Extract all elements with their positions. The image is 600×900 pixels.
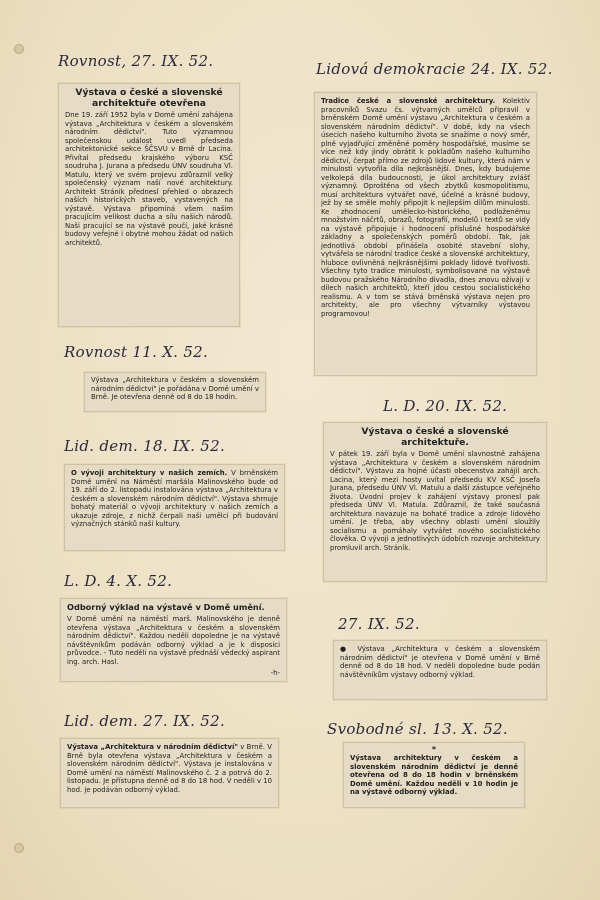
clipping-body: v Brně. V Brně byla otevřena výstava „Architektura v českém a slovenském národním dědictví". Výstava je instalována v Domě umění na náměstí Malinovského č. 2 a potrvá do 2. listopadu. Je přístupna denně od 8 do 18 hod. V neděli v 10 hod. je podáván odborný výklad.: [67, 743, 272, 794]
clipping-text: Výstava architektury v českém a slovenském národním dědictví je denně otevřena od 8 do 18 hodin v brněnském Domě umění. Každou neděli v 10 hodin je na výstavě odborný výklad.: [350, 754, 518, 796]
clipping-text: Výstava „Architektura v českém a slovenském národním dědictví" je pořádána v Domě umění v Brně. Je otevřena denně od 8 do 18 hodin.: [91, 376, 259, 401]
clipping-headline: O vývoji architektury v našich zemích.: [71, 469, 228, 477]
clipping-mark: *: [431, 745, 437, 754]
clipping-text: V Domě umění na náměstí marš. Malinovského je denně otevřena výstava „Architektura v českém a slovenském národním dědictví". Každou neděli dopoledne je na výstavě návštěvníkům podáván odborný výklad a je k disposici průvodce. - Tuto neděli na výstavě přednáší vědecký aspirant ing. arch. Hasl.: [67, 615, 280, 666]
newspaper-clipping: [84, 372, 266, 412]
newspaper-clipping: [60, 738, 279, 808]
newspaper-clipping: [60, 598, 287, 682]
clipping-text: [65, 465, 284, 532]
newspaper-clipping: [58, 83, 240, 327]
clipping-text: Dne 19. září 1952 byla v Domě umění zahájena výstava „Architektura v českém a slovenském národním dědictví". Tuto významnou společenskou událost uvedl předseda architektonické sekce ŠČSVU v Brně dr Lacina. Přivítal předsedu krajského výboru KSČ soudruha J. Jurana a předsedu ÚNV soudruha Vl. Matulu, který ve svém projevu zdůraznil velký společenský význam naší nové architektury. Architekt Stránik přednesl přehled o obrazech naších historických staveb, vystavených na výstavě. Výstava připomíná všem našim pracujícím velikost ducha a sílu našich národů. Naši pracující se na výstavě poučí, jaké krásné budovy veřejné i obytné mohou žádat od našich architektů.: [65, 111, 233, 247]
clipping-text: [315, 93, 536, 321]
clipping-text: V pátek 19. září byla v Domě umění slavnostně zahájena výstava „Architektura v českém a slovenském národním dědictví". Výstavu za hojné účasti obecenstva zahájil arch. Lacina, který mezi hosty uvítal předsedu KV KSČ Josefa Jurana, předsedu ÚNV Vl. Matulu a další zástupce veřejného života. Úvodní projev k zahájení výstavy pronesl pak předseda ÚNV Vl. Matula. Zdůraznil, že také současná architektura navazuje na bohaté tradice a zdroje lidového umění. Je třeba, aby všechny oblasti umění sloužily socialismu a pomáhaly vytvářet nového socialistického člověka. O vývoji a jednotlivých údobích rozvoje architektury promluvil arch. Stráník.: [330, 450, 540, 552]
punch-hole: [14, 44, 24, 54]
newspaper-clipping: [333, 640, 547, 700]
clipping-headline: Výstava o české a slovenské architektuře otevřena: [75, 87, 223, 109]
clipping-text: [61, 739, 278, 797]
handwritten-note: Rovnost, 27. IX. 52.: [58, 52, 214, 70]
handwritten-note: L. D. 20. IX. 52.: [383, 397, 508, 415]
clipping-signature: -h-: [270, 669, 280, 677]
newspaper-clipping: [323, 422, 547, 582]
handwritten-note: Lidová demokracie 24. IX. 52.: [316, 60, 553, 78]
clipping-headline: Tradice české a slovenské architektury.: [321, 97, 496, 105]
handwritten-note: Rovnost 11. X. 52.: [64, 343, 209, 361]
handwritten-note: Lid. dem. 18. IX. 52.: [64, 437, 226, 455]
clipping-headline: Výstava o české a slovenské architektuře.: [361, 426, 509, 448]
newspaper-clipping: [64, 464, 285, 551]
clipping-headline: Odborný výklad na výstavě v Domě umění.: [67, 602, 265, 612]
newspaper-clipping: [343, 742, 525, 808]
handwritten-note: Svobodné sl. 13. X. 52.: [327, 720, 508, 738]
newspaper-clipping: [314, 92, 537, 376]
handwritten-note: Lid. dem. 27. IX. 52.: [64, 712, 226, 730]
handwritten-note: 27. IX. 52.: [338, 615, 420, 633]
clipping-body: Kolektiv pracovníků Svazu čs. výtvarných umělců připravil v brněnském Domě umění výstavu „Architektura v českém a slovenském národním dědictví". V době, kdy na všech úsecích našeho kulturního života se snažíme o nový směr, plně vyjadřující změněné poměry hospodářské, musíme se více než kdy jindy obrátit k pokladům našeho kulturního dědictví, čerpat přímo ze zdrojů lidové kultury, která nám v minulosti vytvořila díla nejkrásnější. Dnes, kdy budujeme velkolepá díla budoucnosti, je úkol architektury zvlášť významný. Oproštěna od všech zbytků kosmopolitismu, musí architektura vytvářet nové, účelné a krásné budovy, jež by se směle mohly připojit k nejlepším dílům minulosti. Ke zhodnocení umělecko-historického, podloženému množstvím náčrtů, obrazů, fotografií, modelů i textů se vidy na výstavě připojuje i hodnocení příslušné hospodářské základny a společenských poměrů období. Tak, jak jednotlivá období přinášela osobité stavební slohy, vytvářela se národní tradice české a slovenské architektury, hluboce ovlivněná nejkrásnějšími poklady lidové tvořivosti. Všechny tyto tradice minulosti, symbolisované na výstavě budovou pražského Národního divadla, dnes znovu ožívají v dílech našich architektů, kteří jdou cestou socialistického realismu. A v tom se stává brněnská výstava nejen pro architekty, ale pro všechny výtvarníky výstavou programovou!: [321, 97, 530, 318]
clipping-headline: Výstava „Architektura v národním dědictví": [67, 743, 238, 751]
handwritten-note: L. D. 4. X. 52.: [64, 572, 173, 590]
clipping-text: ● Výstava „Architektura v českém a slovenském národním dědictví" je otevřena v Domě umění v Brně denně od 8 do 18 hod. V neděli dopoledne bude podán návštěvníkům výstavy odborný výklad.: [340, 645, 540, 679]
punch-hole: [14, 843, 24, 853]
clipping-body: V brněnském Domě umění na Náměstí maršála Malinovského bude od 19. září do 2. listopadu instalována výstava „Architektura v českém a slovenském národním dědictví". Výstava shrnuje bohatý materiál o vývoji architektury v našich zemích a ukazuje zdroje, z nichž čerpali naši umělci při budování význačných stánků naší kultury.: [71, 469, 278, 528]
